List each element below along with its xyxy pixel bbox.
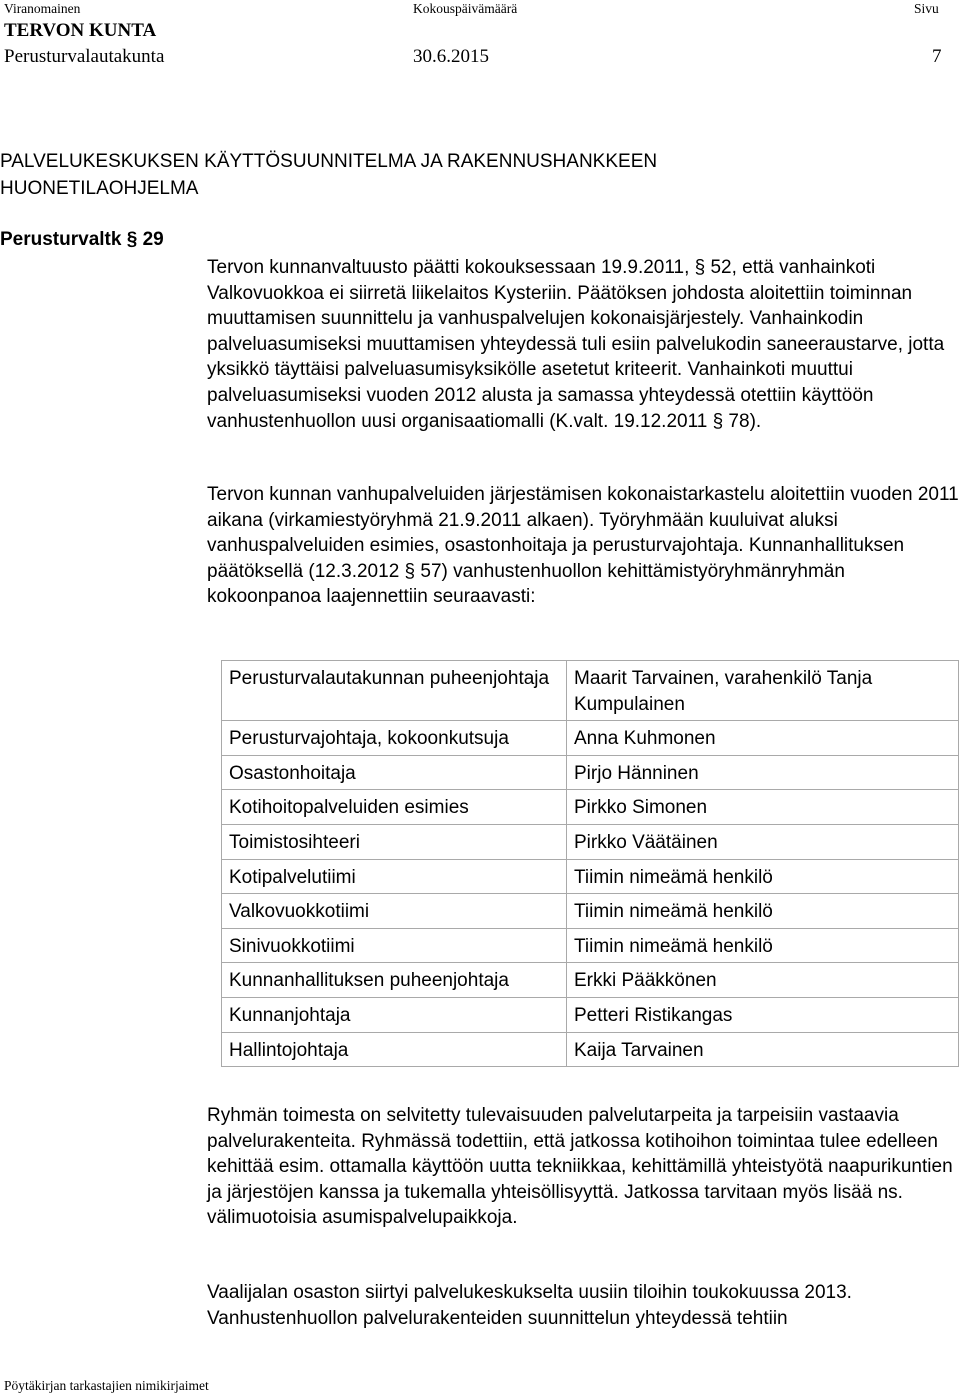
header-organization: TERVON KUNTA bbox=[4, 20, 157, 41]
member-role-cell: Hallintojohtaja bbox=[222, 1032, 567, 1067]
member-name-cell: Maarit Tarvainen, varahenkilö Tanja Kumpulainen bbox=[567, 661, 959, 721]
table-row bbox=[222, 1032, 959, 1067]
table-row bbox=[222, 824, 959, 859]
member-name-cell: Pirjo Hänninen bbox=[567, 755, 959, 790]
table-row bbox=[222, 928, 959, 963]
member-role-cell: Valkovuokkotiimi bbox=[222, 894, 567, 929]
member-name-cell: Pirkko Simonen bbox=[567, 790, 959, 825]
member-name-cell: Tiimin nimeämä henkilö bbox=[567, 859, 959, 894]
member-role-cell: Kunnanjohtaja bbox=[222, 997, 567, 1032]
table-row bbox=[222, 997, 959, 1032]
header-label-authority: Viranomainen bbox=[4, 1, 81, 16]
paragraph-findings: Ryhmän toimesta on selvitetty tulevaisuuden palvelutarpeita ja tarpeisiin vastaavia palvelurakenteita. Ryhmässä todettiin, että jatkossa kotihoihon toimintaa tulee edelleen kehittää esim. ottamalla käyttöön uutta tekniikkaa, kehittämillä yhteistyötä naapurikuntien ja järjestöjen kanssa ja tukemalla yhteisöllisyyttä. Jatkossa tarvitaan myös lisää ns. välimuotoisia asumispalvelupaikkoja. bbox=[207, 1105, 953, 1229]
header-meeting-date: 30.6.2015 bbox=[413, 46, 489, 67]
footer-signature-note: Pöytäkirjan tarkastajien nimikirjaimet bbox=[4, 1378, 209, 1393]
paragraph-relocation: Vaalijalan osaston siirtyi palvelukeskukselta uusiin tiloihin toukokuussa 2013. Vanhustenhuollon palvelurakenteiden suunnittelun yhteydessä tehtiin bbox=[207, 1282, 852, 1329]
member-role-cell: Osastonhoitaja bbox=[222, 755, 567, 790]
member-role-cell: Sinivuokkotiimi bbox=[222, 928, 567, 963]
member-name-cell: Kaija Tarvainen bbox=[567, 1032, 959, 1067]
table-row bbox=[222, 894, 959, 929]
member-role-cell: Kunnanhallituksen puheenjohtaja bbox=[222, 963, 567, 998]
member-role-cell: Kotipalvelutiimi bbox=[222, 859, 567, 894]
header-committee: Perusturvalautakunta bbox=[4, 46, 165, 67]
working-group-members-table bbox=[221, 660, 959, 1067]
member-name-cell: Tiimin nimeämä henkilö bbox=[567, 894, 959, 929]
member-name-cell: Pirkko Väätäinen bbox=[567, 824, 959, 859]
paragraph-background: Tervon kunnanvaltuusto päätti kokouksessaan 19.9.2011, § 52, että vanhainkoti Valkovuokkoa ei siirretä liikelaitos Kysteriin. Päätöksen johdosta aloitettiin toiminnan muuttamisen suunnittelu ja vanhuspalvelujen kokonaisjärjestely. Vanhainkodin palveluasumiseksi muuttamisen yhteydessä tuli esiin palvelukodin saneeraustarve, jotta yksikkö täyttäisi palveluasumisyksikölle asetetut kriteerit. Vanhainkoti muuttui palveluasumiseksi vuoden 2012 alusta ja samassa yhteydessä otettiin käyttöön vanhustenhuollon uusi organisaatiomalli (K.valt. 19.12.2011 § 78). bbox=[207, 257, 945, 432]
table-row bbox=[222, 755, 959, 790]
member-name-cell: Tiimin nimeämä henkilö bbox=[567, 928, 959, 963]
paragraph-working-group: Tervon kunnan vanhupalveluiden järjestämisen kokonaistarkastelu aloitettiin vuoden 2011 aikana (virkamiestyöryhmä 21.9.2011 alkaen). Työryhmään kuuluivat aluksi vanhuspalveluiden esimies, osastonhoitaja ja perusturvajohtaja. Kunnanhallituksen päätöksellä (12.3.2012 § 57) vanhustenhuollon kehittämistyöryhmänryhmän kokoonpanoa laajennettiin seuraavasti: bbox=[207, 484, 959, 608]
section-reference: Perusturvaltk § 29 bbox=[0, 229, 164, 250]
member-name-cell: Petteri Ristikangas bbox=[567, 997, 959, 1032]
table-row bbox=[222, 721, 959, 756]
document-title-line-2: HUONETILAOHJELMA bbox=[0, 178, 199, 199]
member-role-cell: Perusturvajohtaja, kokoonkutsuja bbox=[222, 721, 567, 756]
table-row bbox=[222, 790, 959, 825]
member-role-cell: Kotihoitopalveluiden esimies bbox=[222, 790, 567, 825]
document-title bbox=[0, 148, 657, 202]
member-role-cell: Perusturvalautakunnan puheenjohtaja bbox=[222, 661, 567, 721]
header-label-meeting-date: Kokouspäivämäärä bbox=[413, 1, 518, 16]
header-label-page: Sivu bbox=[914, 1, 939, 16]
member-role-cell: Toimistosihteeri bbox=[222, 824, 567, 859]
table-row bbox=[222, 859, 959, 894]
member-name-cell: Anna Kuhmonen bbox=[567, 721, 959, 756]
table-row bbox=[222, 661, 959, 721]
member-name-cell: Erkki Pääkkönen bbox=[567, 963, 959, 998]
document-title-line-1: PALVELUKESKUKSEN KÄYTTÖSUUNNITELMA JA RAKENNUSHANKKEEN bbox=[0, 151, 658, 172]
table-row bbox=[222, 963, 959, 998]
header-page-number: 7 bbox=[932, 46, 942, 67]
